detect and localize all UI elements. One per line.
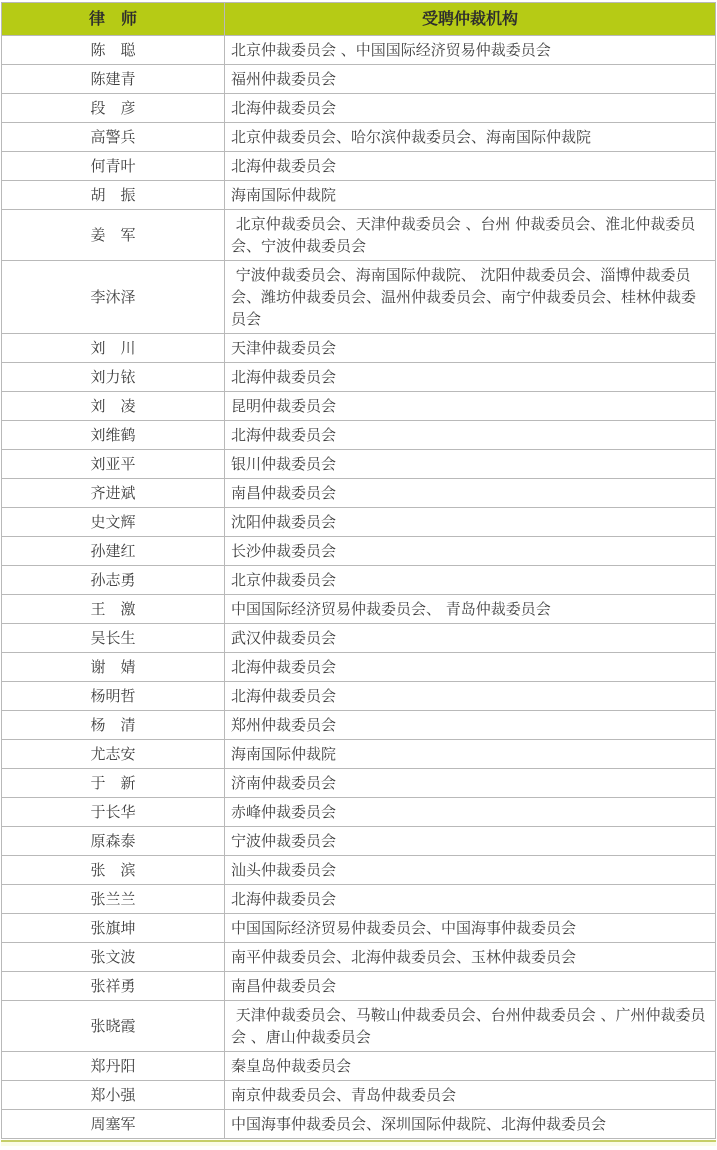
table-row	[2, 885, 716, 914]
institutions: 汕头仲裁委员会	[225, 856, 716, 885]
lawyer-name: 孙志勇	[2, 566, 225, 595]
header-lawyer: 律 师	[2, 3, 225, 36]
lawyer-name: 张 滨	[2, 856, 225, 885]
institutions: 郑州仲裁委员会	[225, 711, 716, 740]
lawyer-name: 张晓霞	[2, 1001, 225, 1052]
institutions: 北海仲裁委员会	[225, 94, 716, 123]
lawyer-name: 杨 清	[2, 711, 225, 740]
table-row	[2, 1052, 716, 1081]
table-row	[2, 972, 716, 1001]
institutions: 长沙仲裁委员会	[225, 537, 716, 566]
lawyer-name: 郑丹阳	[2, 1052, 225, 1081]
table-row	[2, 508, 716, 537]
lawyer-arbitration-table	[1, 2, 716, 1139]
lawyer-name: 胡 振	[2, 181, 225, 210]
table-row	[2, 1081, 716, 1110]
table-row	[2, 943, 716, 972]
table-row	[2, 711, 716, 740]
institutions: 福州仲裁委员会	[225, 65, 716, 94]
lawyer-name: 刘 凌	[2, 392, 225, 421]
table-row	[2, 653, 716, 682]
institutions: 济南仲裁委员会	[225, 769, 716, 798]
table-row	[2, 65, 716, 94]
table-row	[2, 798, 716, 827]
lawyer-name: 何青叶	[2, 152, 225, 181]
institutions: 宁波仲裁委员会	[225, 827, 716, 856]
lawyer-name: 于长华	[2, 798, 225, 827]
table-header-row	[2, 3, 716, 36]
table-row	[2, 123, 716, 152]
lawyer-name: 刘亚平	[2, 450, 225, 479]
table-row	[2, 1110, 716, 1139]
lawyer-name: 王 激	[2, 595, 225, 624]
institutions: 南京仲裁委员会、青岛仲裁委员会	[225, 1081, 716, 1110]
institutions: 秦皇岛仲裁委员会	[225, 1052, 716, 1081]
institutions: 海南国际仲裁院	[225, 181, 716, 210]
institutions: 南昌仲裁委员会	[225, 972, 716, 1001]
table-row	[2, 210, 716, 261]
institutions: 银川仲裁委员会	[225, 450, 716, 479]
institutions: 北京仲裁委员会 、中国国际经济贸易仲裁委员会	[225, 36, 716, 65]
lawyer-name: 周塞军	[2, 1110, 225, 1139]
institutions: 北海仲裁委员会	[225, 152, 716, 181]
lawyer-name: 谢 婧	[2, 653, 225, 682]
institutions: 天津仲裁委员会	[225, 334, 716, 363]
lawyer-name: 张文波	[2, 943, 225, 972]
institutions: 中国海事仲裁委员会、深圳国际仲裁院、北海仲裁委员会	[225, 1110, 716, 1139]
lawyer-name: 李沐泽	[2, 261, 225, 334]
table-row	[2, 152, 716, 181]
institutions: 海南国际仲裁院	[225, 740, 716, 769]
page	[0, 2, 717, 1146]
institutions: 北海仲裁委员会	[225, 682, 716, 711]
table-row	[2, 181, 716, 210]
institutions: 北京仲裁委员会、天津仲裁委员会 、台州 仲裁委员会、淮北仲裁委员会、宁波仲裁委员会	[225, 210, 716, 261]
institutions: 南平仲裁委员会、北海仲裁委员会、玉林仲裁委员会	[225, 943, 716, 972]
lawyer-name: 史文辉	[2, 508, 225, 537]
lawyer-name: 吴长生	[2, 624, 225, 653]
table-row	[2, 595, 716, 624]
lawyer-name: 刘维鹤	[2, 421, 225, 450]
lawyer-name: 孙建红	[2, 537, 225, 566]
lawyer-table-body	[2, 36, 716, 1139]
header-institutions: 受聘仲裁机构	[225, 3, 716, 36]
institutions: 沈阳仲裁委员会	[225, 508, 716, 537]
lawyer-name: 张兰兰	[2, 885, 225, 914]
lawyer-name: 姜 军	[2, 210, 225, 261]
lawyer-name: 段 彦	[2, 94, 225, 123]
table-row	[2, 769, 716, 798]
table-row	[2, 537, 716, 566]
table-row	[2, 94, 716, 123]
institutions: 武汉仲裁委员会	[225, 624, 716, 653]
lawyer-name: 杨明哲	[2, 682, 225, 711]
table-row	[2, 566, 716, 595]
lawyer-name: 高警兵	[2, 123, 225, 152]
table-row	[2, 479, 716, 508]
institutions: 中国国际经济贸易仲裁委员会、中国海事仲裁委员会	[225, 914, 716, 943]
table-row	[2, 392, 716, 421]
lawyer-name: 刘力铱	[2, 363, 225, 392]
institutions: 天津仲裁委员会、马鞍山仲裁委员会、台州仲裁委员会 、广州仲裁委员会 、唐山仲裁委员会	[225, 1001, 716, 1052]
lawyer-name: 陈建青	[2, 65, 225, 94]
table-row	[2, 450, 716, 479]
lawyer-name: 刘 川	[2, 334, 225, 363]
table-row	[2, 682, 716, 711]
lawyer-name: 陈 聪	[2, 36, 225, 65]
institutions: 北海仲裁委员会	[225, 421, 716, 450]
table-row	[2, 261, 716, 334]
institutions: 宁波仲裁委员会、海南国际仲裁院、 沈阳仲裁委员会、淄博仲裁委员会、潍坊仲裁委员会、温州仲裁委员会、南宁仲裁委员会、桂林仲裁委员会	[225, 261, 716, 334]
table-row	[2, 363, 716, 392]
institutions: 北京仲裁委员会、哈尔滨仲裁委员会、海南国际仲裁院	[225, 123, 716, 152]
institutions: 北京仲裁委员会	[225, 566, 716, 595]
next-section-cutoff-strip	[1, 1140, 716, 1146]
institutions: 赤峰仲裁委员会	[225, 798, 716, 827]
institutions: 北海仲裁委员会	[225, 363, 716, 392]
table-row	[2, 856, 716, 885]
institutions: 北海仲裁委员会	[225, 653, 716, 682]
lawyer-name: 尤志安	[2, 740, 225, 769]
table-row	[2, 827, 716, 856]
table-row	[2, 740, 716, 769]
table-row	[2, 334, 716, 363]
table-head	[2, 3, 716, 36]
lawyer-name: 原森泰	[2, 827, 225, 856]
table-row	[2, 1001, 716, 1052]
lawyer-name: 齐进斌	[2, 479, 225, 508]
table-row	[2, 624, 716, 653]
table-row	[2, 421, 716, 450]
table-row	[2, 36, 716, 65]
institutions: 昆明仲裁委员会	[225, 392, 716, 421]
lawyer-name: 张祥勇	[2, 972, 225, 1001]
institutions: 南昌仲裁委员会	[225, 479, 716, 508]
lawyer-name: 张旗坤	[2, 914, 225, 943]
institutions: 北海仲裁委员会	[225, 885, 716, 914]
lawyer-name: 郑小强	[2, 1081, 225, 1110]
institutions: 中国国际经济贸易仲裁委员会、 青岛仲裁委员会	[225, 595, 716, 624]
lawyer-name: 于 新	[2, 769, 225, 798]
table-row	[2, 914, 716, 943]
